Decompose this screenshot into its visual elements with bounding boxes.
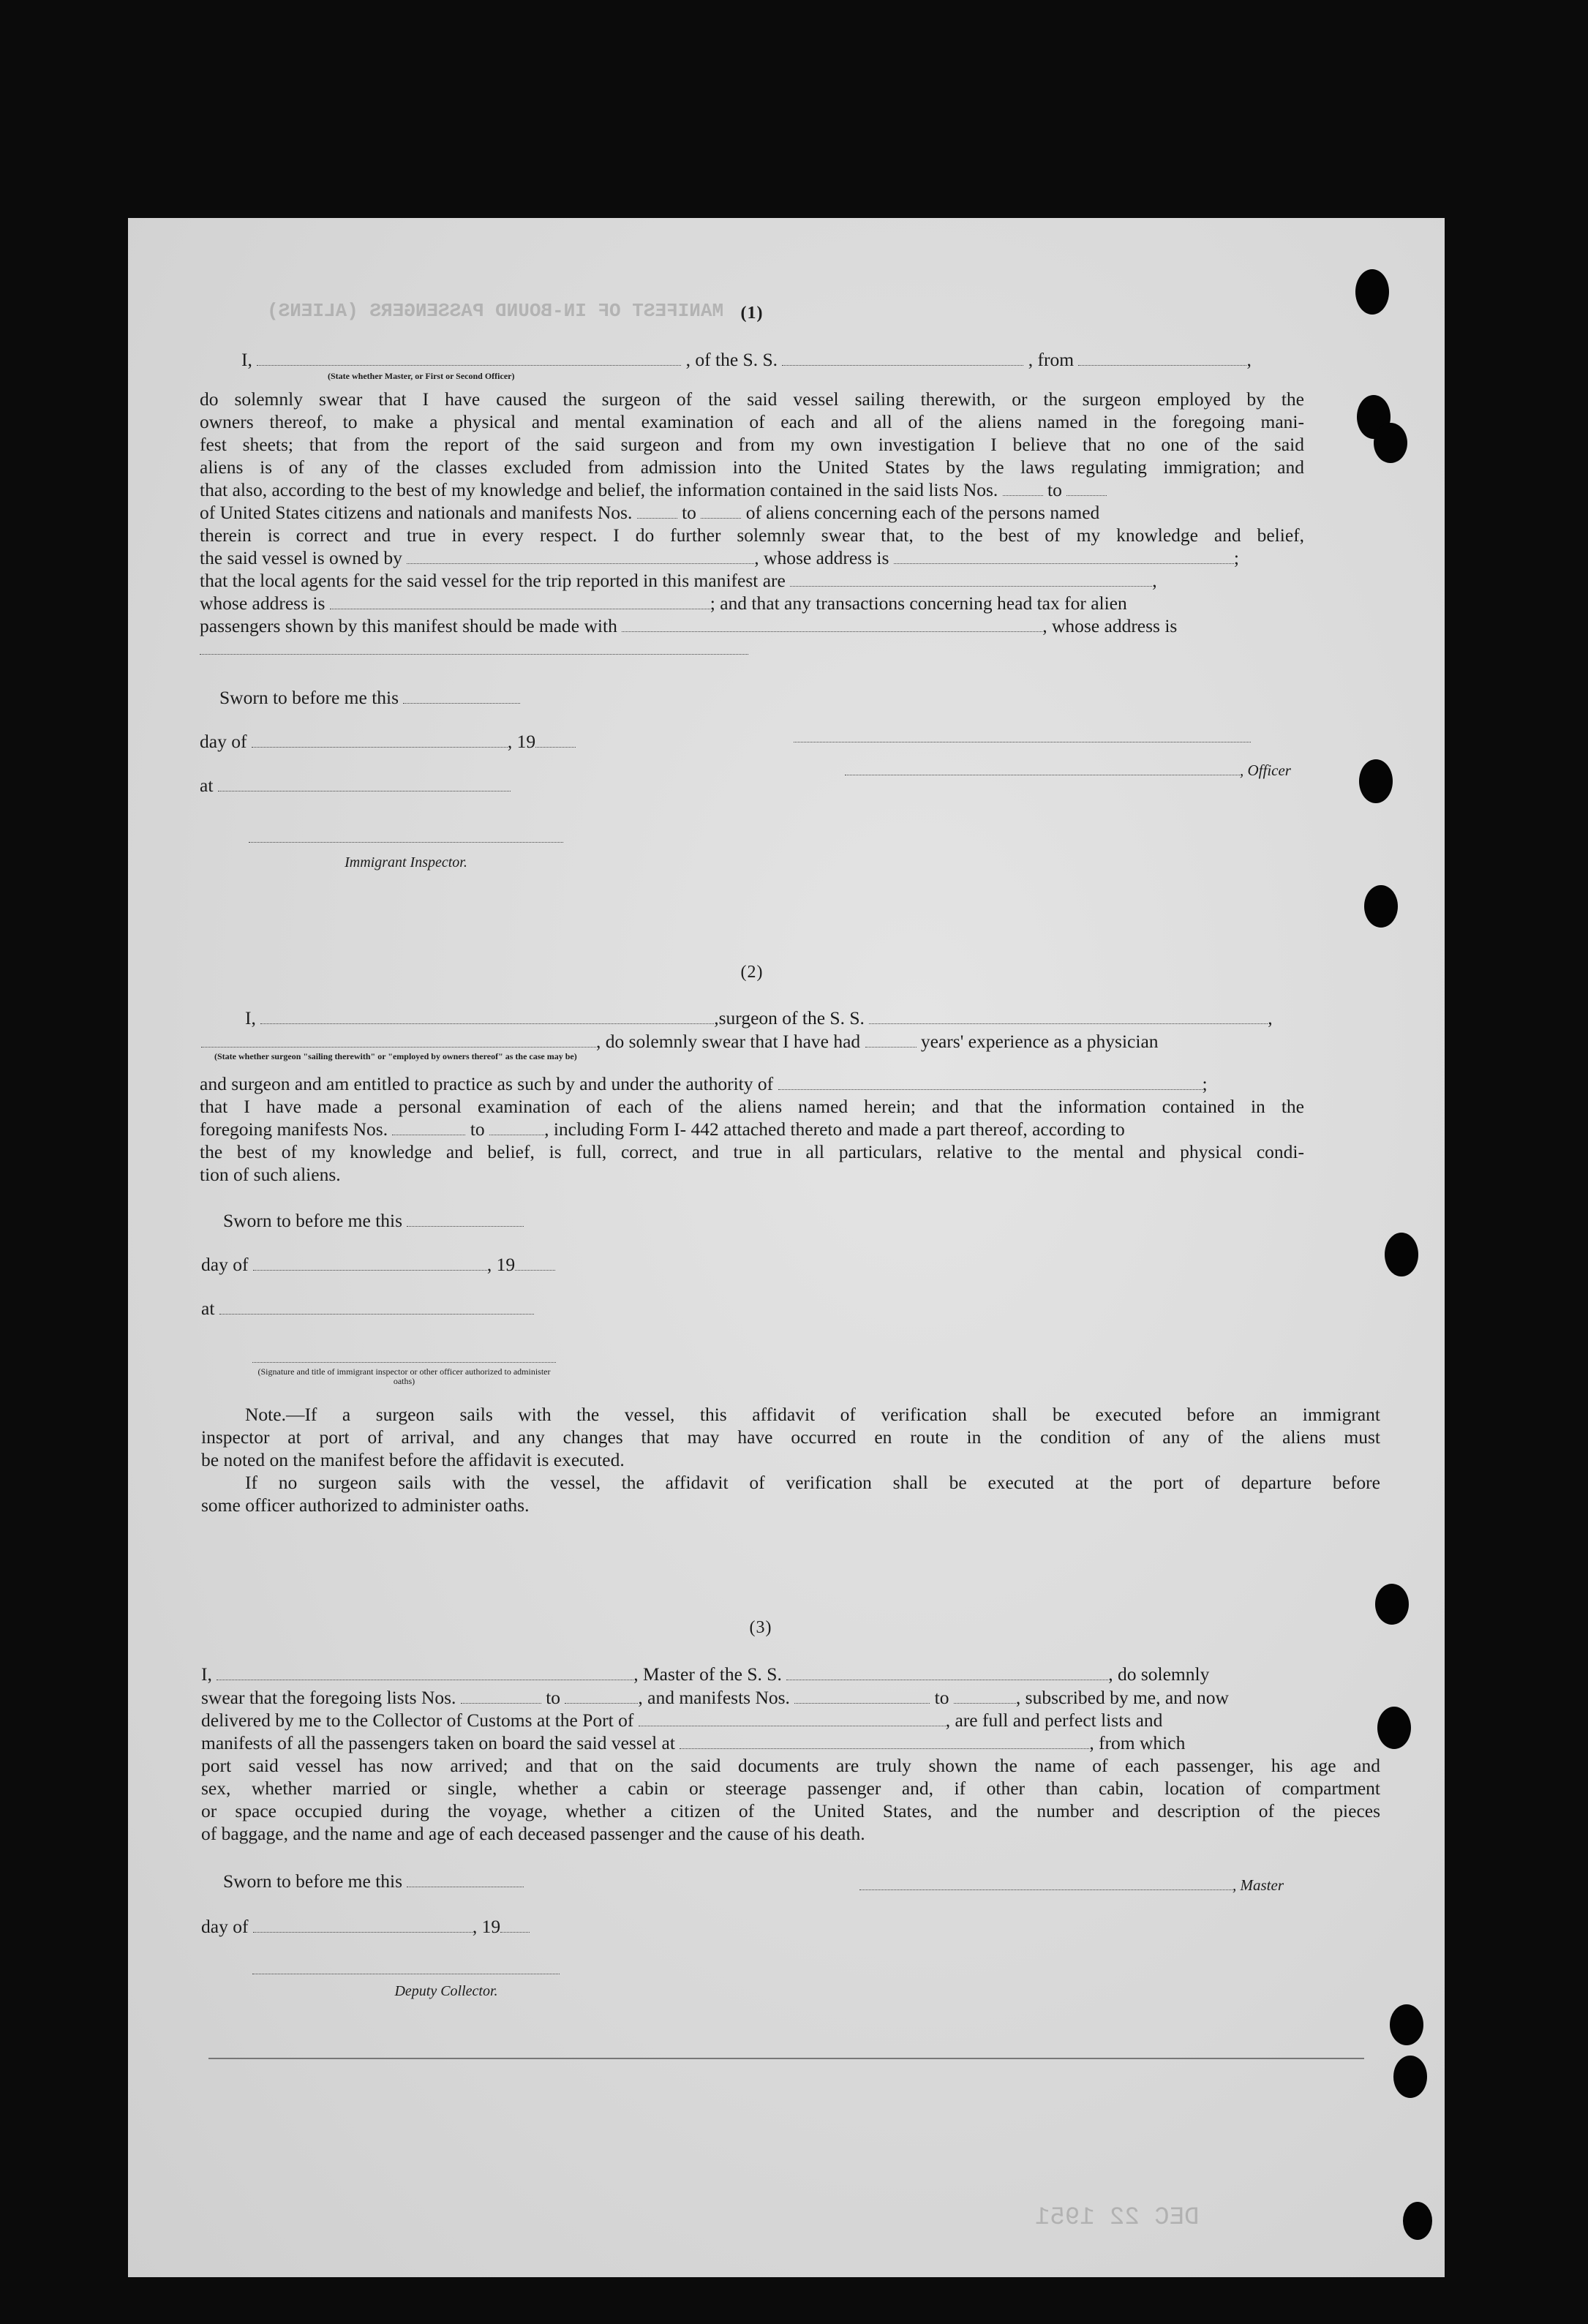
text: to (682, 502, 696, 523)
section2-day-line (201, 1253, 1306, 1276)
sworn-day-field[interactable] (407, 1873, 524, 1887)
body-line: sex, whether married or single, whether a cabin or steerage passenger and, if other than cabin, location of compartment (201, 1778, 1380, 1799)
text: manifests of all the passengers taken on board the said vessel at (201, 1732, 675, 1753)
body-line: do solemnly swear that I have caused the surgeon of the said vessel sailing therewith, or the surgeon employed by the (200, 388, 1304, 410)
text: whose address is (200, 593, 325, 614)
text: , whose address is (754, 547, 889, 568)
text: of United States citizens and nationals and manifests Nos. (200, 502, 633, 523)
bleed-through-heading: MANIFEST OF IN-BOUND PASSENGERS (ALIENS) (267, 300, 724, 322)
section1-sworn-line (219, 686, 1324, 709)
text: , are full and perfect lists and (945, 1710, 1163, 1731)
owner-field[interactable] (407, 550, 754, 564)
master-vessel-field[interactable] (786, 1666, 1108, 1680)
section1-number: (1) (740, 304, 764, 323)
surgeon-status-field[interactable] (201, 1034, 596, 1048)
authority-field[interactable] (778, 1076, 1203, 1090)
text: Sworn to before me this (223, 1210, 403, 1231)
text: to (546, 1687, 561, 1708)
list-no-from-field[interactable] (1003, 482, 1043, 496)
body-line: aliens is of any of the classes excluded from admission into the United States by the laws regulating immigration; and (200, 456, 1304, 478)
body-line: port said vessel has now arrived; and that on the said documents are truly shown the name of each passenger, his age and (201, 1755, 1380, 1776)
note-line: be noted on the manifest before the affidavit is executed. (201, 1449, 625, 1470)
section3-number: (3) (749, 1618, 772, 1637)
body-line (200, 546, 1304, 569)
text: , do solemnly swear that I have had (596, 1031, 861, 1052)
officer-signature-field[interactable] (845, 761, 1240, 775)
section2-at-line (201, 1297, 1306, 1320)
punch-hole (1377, 1707, 1411, 1749)
body-line: fest sheets; that from the report of the said surgeon and from my own investigation I believe that no one of the said (200, 434, 1304, 455)
at-place-field[interactable] (219, 1301, 534, 1315)
year-field[interactable] (515, 1257, 555, 1271)
from-port-field[interactable] (1078, 352, 1246, 366)
body-line (200, 614, 1304, 637)
note-line: If no surgeon sails with the vessel, the affidavit of verification shall be executed at the port of departure before (245, 1472, 1380, 1493)
body-line (200, 592, 1304, 614)
text: to (1047, 479, 1062, 500)
signature-caption: (Signature and title of immigrant inspector or other officer authorized to administer oaths) (252, 1362, 556, 1386)
manifest-from-field[interactable] (392, 1121, 465, 1135)
text: , do solemnly (1108, 1663, 1210, 1685)
master-sign-line (859, 1873, 1313, 1897)
sworn-day-field[interactable] (407, 1213, 524, 1227)
at-place-field[interactable] (218, 778, 511, 791)
manifest-to-field[interactable] (489, 1121, 544, 1135)
day-of-field[interactable] (253, 1919, 473, 1933)
day-of-field[interactable] (252, 734, 508, 748)
text: , 19 (472, 1916, 501, 1937)
year-field[interactable] (535, 734, 576, 748)
section3-intro (201, 1663, 1380, 1685)
surgeon-of-label: ,surgeon of the S. S. (714, 1007, 865, 1028)
text: swear that the foregoing lists Nos. (201, 1687, 456, 1708)
note-line: some officer authorized to administer oaths. (201, 1494, 530, 1516)
pronoun-i: I, (201, 1663, 212, 1685)
sworn-day-field[interactable] (403, 690, 520, 704)
text: Sworn to before me this (223, 1870, 403, 1892)
section2-sworn-line (223, 1209, 1328, 1232)
body-line (201, 1686, 1380, 1709)
officer-name-field[interactable] (794, 729, 1251, 742)
punch-hole (1355, 269, 1389, 315)
manifest-no-from-field[interactable] (637, 505, 677, 519)
body-line (201, 1709, 1380, 1731)
text: foregoing manifests Nos. (200, 1118, 388, 1140)
punch-hole (1364, 885, 1398, 928)
text: ; (1202, 1073, 1208, 1094)
text: day of (201, 1916, 249, 1937)
master-signature-field[interactable] (859, 1876, 1233, 1890)
text: at (200, 775, 214, 796)
list-from-field[interactable] (461, 1690, 541, 1704)
body-line: that I have made a personal examination of each of the aliens named herein; and that the information contained in the (200, 1096, 1304, 1117)
section2-intro (245, 1007, 1350, 1029)
punch-hole (1403, 2202, 1432, 2240)
years-field[interactable] (865, 1034, 917, 1048)
text: day of (201, 1254, 249, 1275)
of-ss-label: , of the S. S. (685, 349, 778, 370)
deputy-sign-block (252, 1974, 560, 2003)
body-line (201, 1731, 1380, 1754)
section2-number: (2) (740, 963, 764, 982)
body-line: or space occupied during the voyage, whether a citizen of the United States, and the number and description of the pieces (201, 1800, 1380, 1821)
note-line: Note.—If a surgeon sails with the vessel, this affidavit of verification shall be executed before an immigrant (245, 1404, 1380, 1425)
year-field[interactable] (500, 1919, 530, 1933)
bottom-rule (208, 2058, 1364, 2059)
vessel-name-field[interactable] (782, 352, 1023, 366)
agents-address-field[interactable] (330, 595, 710, 609)
text: , and manifests Nos. (638, 1687, 790, 1708)
punch-hole (1359, 759, 1393, 803)
punch-hole (1390, 2004, 1423, 2045)
local-agents-field[interactable] (790, 573, 1152, 587)
master-name-field[interactable] (217, 1666, 633, 1680)
body-line: the best of my knowledge and belief, is full, correct, and true in all particulars, relative to the mental and physical condi- (200, 1141, 1304, 1162)
surgeon-vessel-field[interactable] (869, 1010, 1268, 1024)
body-line: owners thereof, to make a physical and mental examination of each and all of the aliens named in the foregoing mani- (200, 411, 1304, 432)
text: Sworn to before me this (219, 687, 399, 708)
section2-body (200, 1072, 1304, 1186)
section1-intro (241, 348, 1346, 371)
body-line: of baggage, and the name and age of each deceased passenger and the cause of his death. (201, 1823, 865, 1844)
text: , 19 (486, 1254, 516, 1275)
list-to-field[interactable] (565, 1690, 638, 1704)
body-line (200, 501, 1304, 524)
text: , whose address is (1042, 615, 1178, 636)
text: delivered by me to the Collector of Customs at the Port of (201, 1710, 634, 1731)
comma: , (1268, 1007, 1273, 1028)
surgeon-name-field[interactable] (260, 1010, 714, 1024)
section2-caption: (State whether surgeon "sailing therewith" or "employed by owners thereof" as the case may be) (214, 1051, 577, 1061)
embark-port-field[interactable] (680, 1735, 1089, 1749)
body-line (200, 569, 1304, 592)
text: , from which (1089, 1732, 1186, 1753)
body-line (200, 478, 1304, 501)
text: , including Form I- 442 attached thereto and made a part thereof, according to (544, 1118, 1125, 1140)
document-page (128, 218, 1445, 2277)
comma: , (1246, 349, 1252, 370)
officer-sign-line-top (794, 725, 1306, 748)
text: years' experience as a physician (920, 1031, 1159, 1052)
text: at (201, 1298, 215, 1319)
manifest-to-field[interactable] (954, 1690, 1016, 1704)
punch-hole (1393, 2056, 1427, 2098)
text: to (470, 1118, 485, 1140)
body-line: tion of such aliens. (200, 1164, 341, 1185)
inspector-sign-block (249, 842, 563, 874)
text: , subscribed by me, and now (1015, 1687, 1229, 1708)
from-label: , from (1028, 349, 1075, 370)
immigrant-inspector-label: Immigrant Inspector. (249, 842, 563, 874)
note-line: inspector at port of arrival, and any changes that may have occurred en route in the condition of any of the aliens must (201, 1426, 1380, 1448)
officer-label: , Officer (1240, 761, 1291, 779)
text: of aliens concerning each of the persons named (745, 502, 1100, 523)
head-tax-address-field[interactable] (200, 641, 748, 655)
manifest-from-field[interactable] (794, 1690, 930, 1704)
section3-day-line (201, 1915, 1306, 1938)
section3-body (201, 1686, 1380, 1845)
text: ; and that any transactions concerning head tax for alien (710, 593, 1127, 614)
rank-field[interactable] (257, 352, 681, 366)
section1-caption: (State whether Master, or First or Second Officer) (328, 371, 515, 381)
body-line: therein is correct and true in every respect. I do further solemnly swear that, to the best of my knowledge and belief, (200, 524, 1304, 546)
pronoun-i: I, (241, 349, 252, 370)
body-line (200, 1118, 1304, 1140)
punch-hole (1385, 1233, 1418, 1276)
text: that also, according to the best of my knowledge and belief, the information contained in the said lists Nos. (200, 479, 998, 500)
section2-sign-block (252, 1362, 556, 1386)
section2-swear-line (201, 1030, 1306, 1053)
manifest-no-to-field[interactable] (701, 505, 741, 519)
text: that the local agents for the said vessel for the trip reported in this manifest are (200, 570, 786, 591)
pronoun-i: I, (245, 1007, 256, 1028)
section2-note (201, 1403, 1380, 1516)
section1-body (200, 388, 1304, 660)
day-of-field[interactable] (253, 1257, 487, 1271)
deputy-collector-label: Deputy Collector. (252, 1974, 560, 2003)
officer-sign-line (845, 758, 1320, 782)
text: to (934, 1687, 949, 1708)
master-label: , Master (1233, 1876, 1284, 1894)
text: , (1152, 570, 1157, 591)
text: and surgeon and am entitled to practice as such by and under the authority of (200, 1073, 774, 1094)
port-of-field[interactable] (639, 1712, 946, 1726)
bleed-through-stamp: DEC 22 1951 (1035, 2204, 1200, 2232)
master-of-label: , Master of the S. S. (633, 1663, 782, 1685)
text: the said vessel is owned by (200, 547, 402, 568)
list-no-to-field[interactable] (1066, 482, 1107, 496)
owner-address-field[interactable] (894, 550, 1234, 564)
body-line (200, 637, 1304, 660)
text: passengers shown by this manifest should be made with (200, 615, 617, 636)
head-tax-party-field[interactable] (622, 618, 1042, 632)
punch-hole (1374, 423, 1407, 463)
text: , 19 (507, 731, 536, 752)
punch-hole (1375, 1584, 1409, 1625)
text: day of (200, 731, 247, 752)
body-line (200, 1072, 1304, 1095)
text: ; (1233, 547, 1239, 568)
